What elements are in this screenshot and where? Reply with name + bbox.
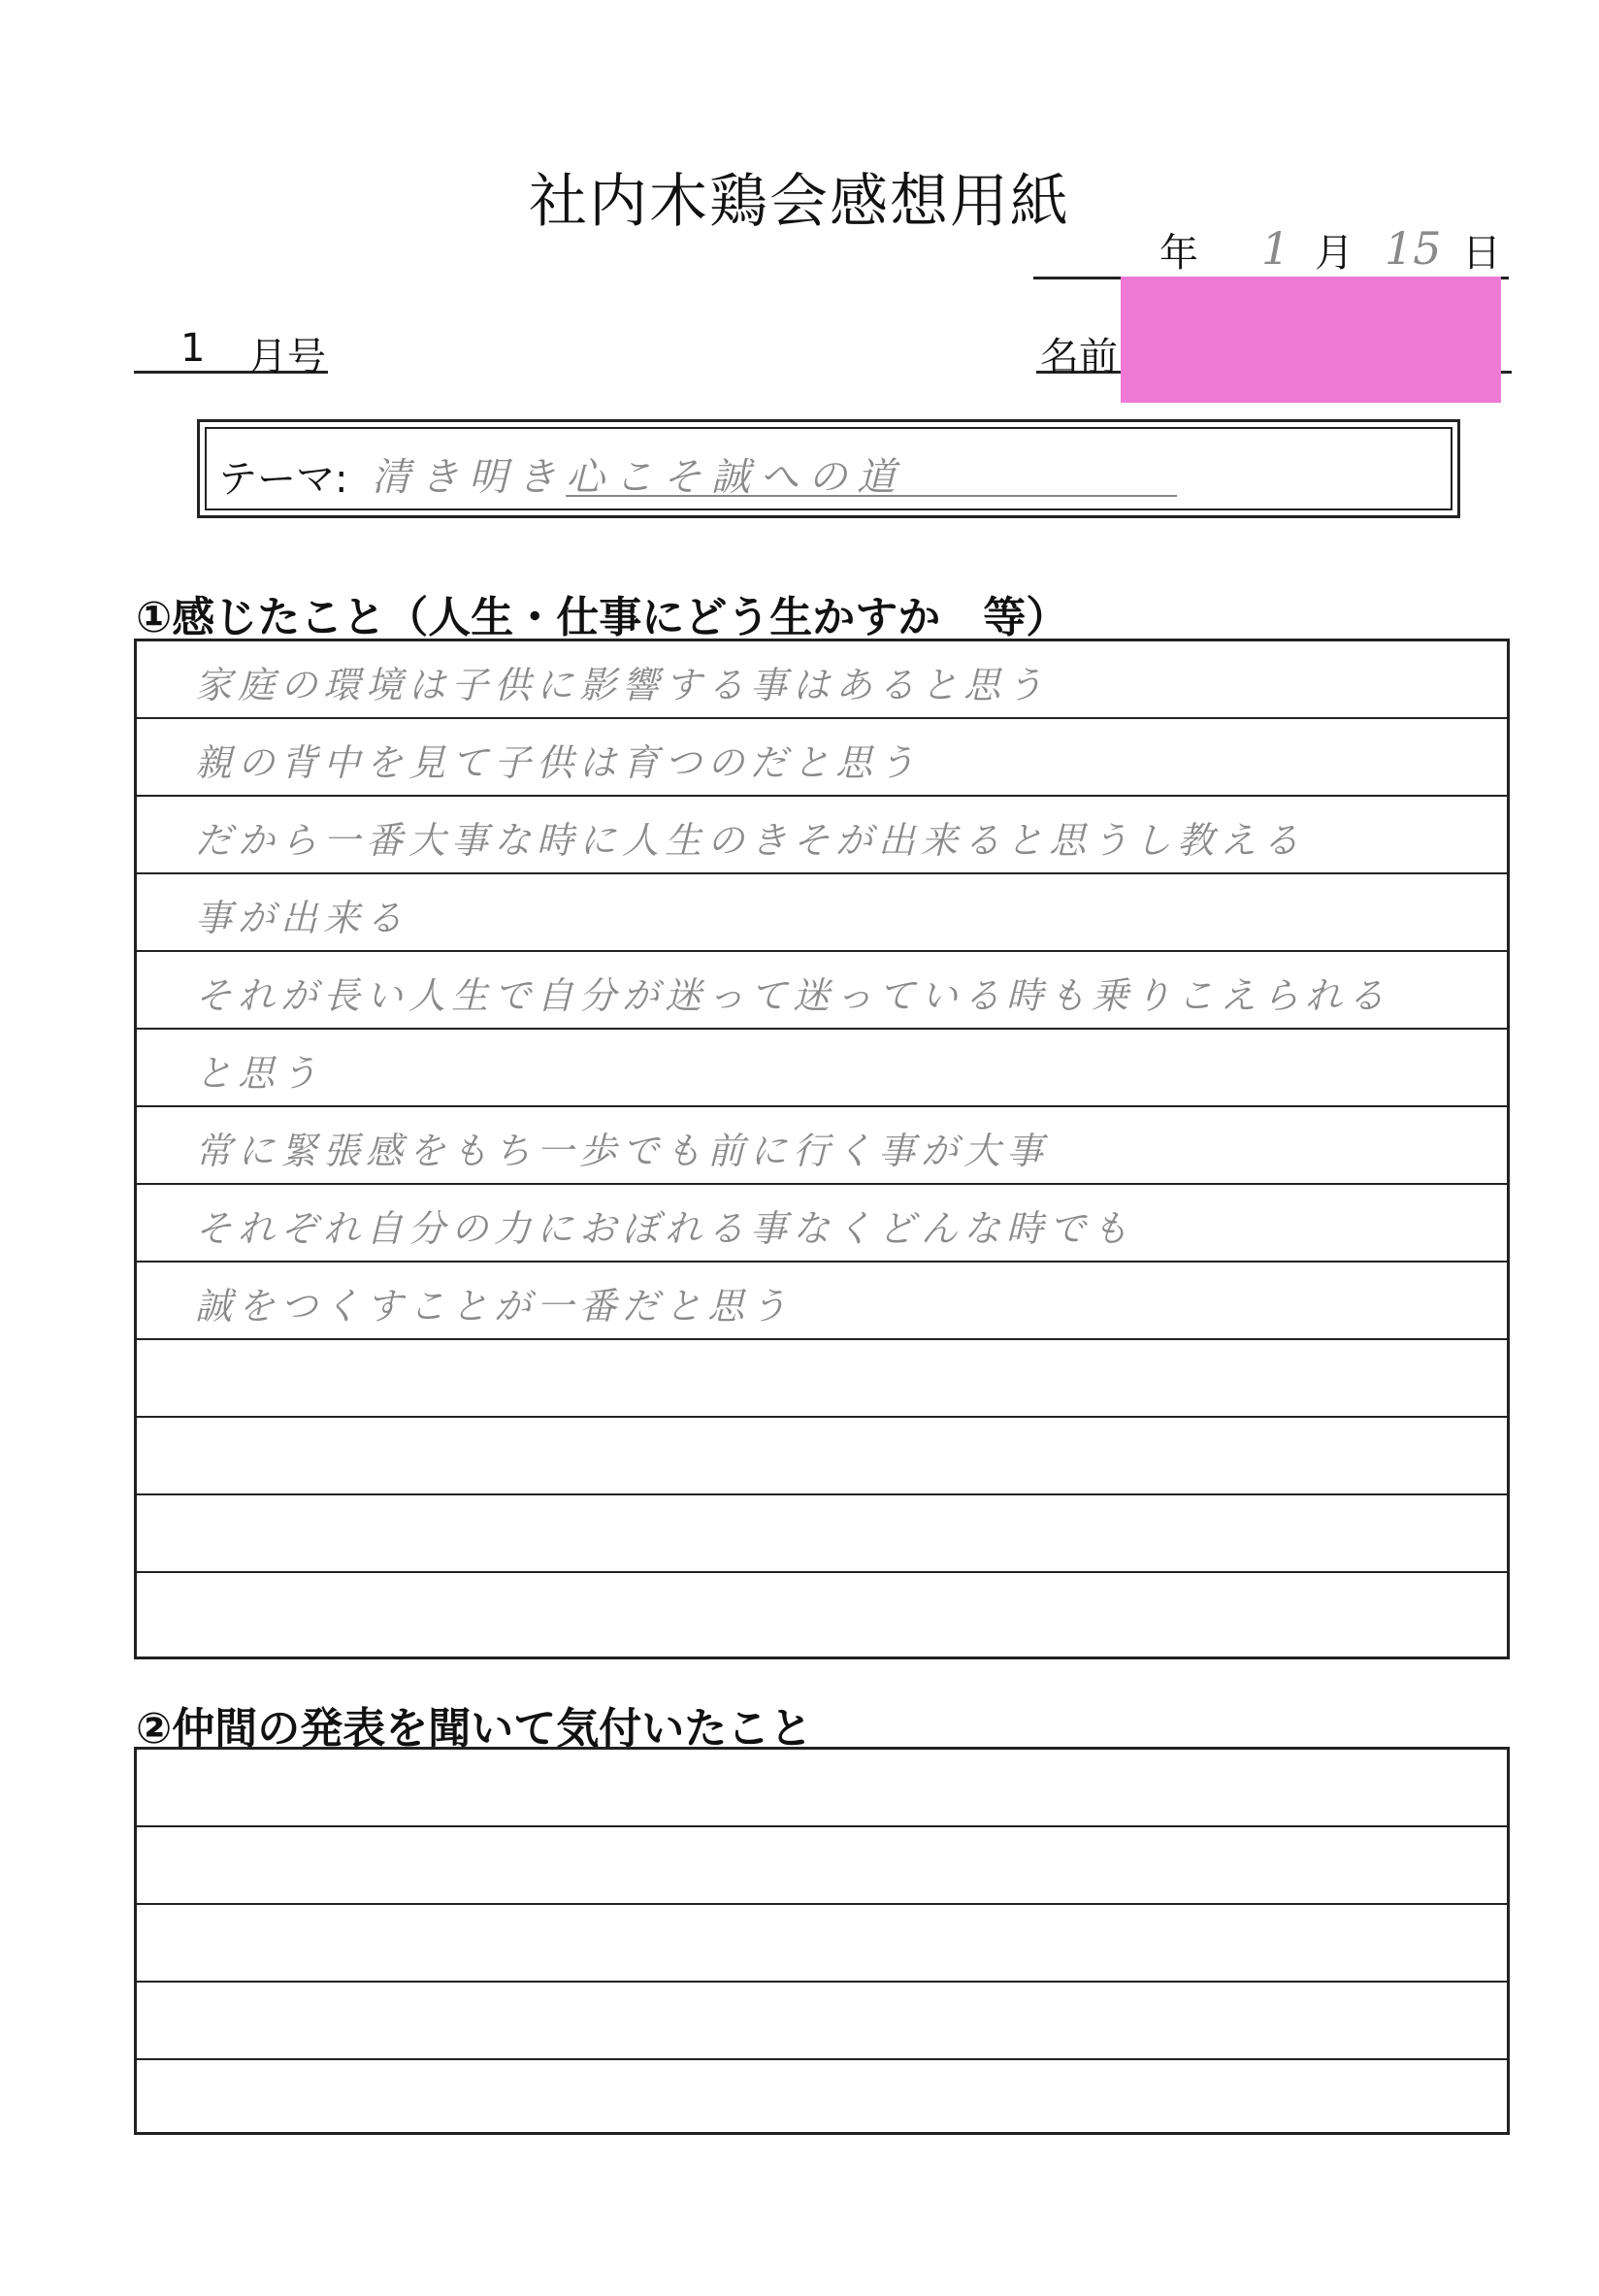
day-label: 日 bbox=[1462, 231, 1501, 276]
ruled-line bbox=[137, 1905, 1507, 1983]
handwritten-line: それが長い人生で自分が迷って迷っている時も乗りこえられる bbox=[195, 974, 1391, 1017]
ruled-line bbox=[137, 874, 1507, 952]
ruled-line bbox=[137, 2060, 1507, 2138]
section2-heading: ②仲間の発表を聞いて気付いたこと bbox=[136, 1704, 813, 1754]
ruled-line bbox=[137, 952, 1507, 1030]
section1-lines bbox=[134, 639, 1510, 1659]
name-label: 名前 bbox=[1040, 335, 1118, 379]
handwritten-line: 誠をつくすことが一番だと思う bbox=[195, 1285, 794, 1328]
ruled-line bbox=[137, 641, 1507, 719]
ruled-line bbox=[137, 1418, 1507, 1495]
theme-underline bbox=[566, 495, 1177, 497]
form-title: 社内木鶏会感想用紙 bbox=[529, 168, 1070, 236]
issue-number: 1 bbox=[180, 326, 206, 371]
handwritten-line: と思う bbox=[195, 1052, 324, 1095]
handwritten-line: それぞれ自分の力におぼれる事なくどんな時でも bbox=[195, 1207, 1135, 1250]
theme-box bbox=[197, 419, 1460, 518]
section2-lines bbox=[134, 1747, 1510, 2135]
ruled-line bbox=[137, 1030, 1507, 1107]
issue-label: 月号 bbox=[248, 335, 326, 379]
handwritten-line: だから一番大事な時に人生のきそが出来ると思うし教える bbox=[195, 819, 1306, 862]
ruled-line bbox=[137, 1983, 1507, 2060]
ruled-line bbox=[137, 1750, 1507, 1827]
ruled-line bbox=[137, 1827, 1507, 1905]
date-field bbox=[1033, 218, 1509, 279]
theme-label: テーマ: bbox=[218, 457, 348, 502]
handwritten-line: 常に緊張感をもち一歩でも前に行く事が大事 bbox=[195, 1130, 1050, 1172]
month-label: 月 bbox=[1315, 231, 1354, 276]
day-value: 15 bbox=[1385, 222, 1442, 275]
ruled-line bbox=[137, 719, 1507, 797]
month-value: 1 bbox=[1261, 222, 1290, 275]
ruled-line bbox=[137, 1495, 1507, 1573]
issue-field bbox=[134, 320, 328, 379]
ruled-line bbox=[137, 1185, 1507, 1263]
handwritten-line: 家庭の環境は子供に影響する事はあると思う bbox=[195, 664, 1050, 706]
ruled-line bbox=[137, 1340, 1507, 1418]
section1-heading: ①感じたこと（人生・仕事にどう生かすか 等） bbox=[136, 593, 1069, 642]
ruled-line bbox=[137, 797, 1507, 874]
ruled-line bbox=[137, 1107, 1507, 1185]
ruled-line bbox=[137, 1263, 1507, 1340]
ruled-line bbox=[137, 1573, 1507, 1651]
handwritten-line: 事が出来る bbox=[195, 897, 409, 939]
year-label: 年 bbox=[1159, 231, 1198, 276]
redaction-block bbox=[1121, 277, 1501, 403]
theme-value: 清き明き心こそ誠への道 bbox=[372, 455, 905, 500]
handwritten-line: 親の背中を見て子供は育つのだと思う bbox=[195, 741, 922, 784]
